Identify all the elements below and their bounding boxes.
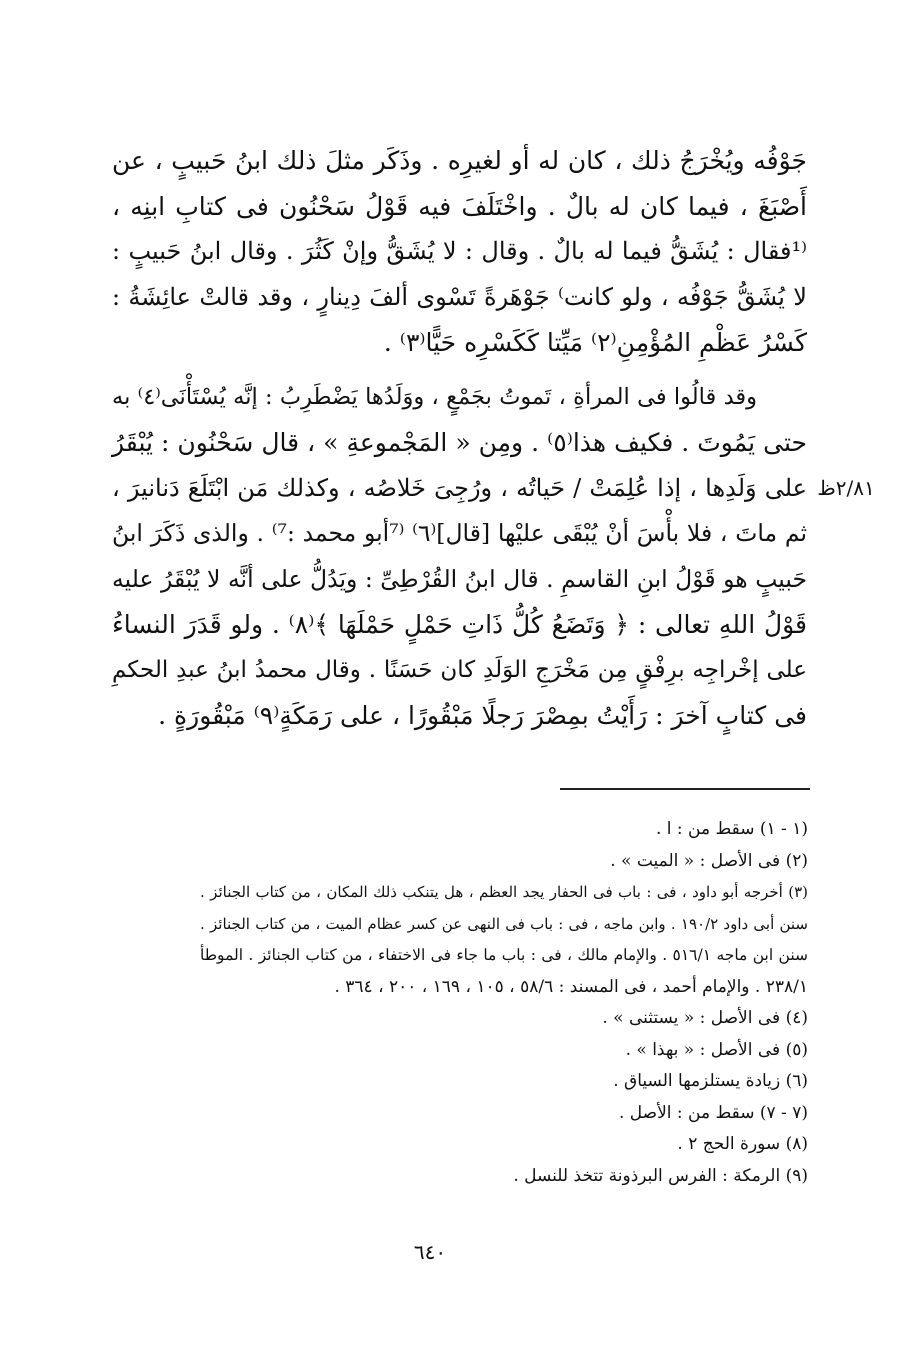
text-line: ثم ماتَ ، فلا بأْسَ أنْ يُبْقَى عليْها [قال]⁽٦⁾ ⁽⁷أبو محمد :⁷⁾ . والذى ذَكَرَ ابنُ [112, 519, 807, 547]
text-line: وقد قالُوا فى المرأةِ ، تَموتُ بجَمْعٍ ، ووَلَدُها يَضْطَرِبُ : إنَّه يُسْتَأْنَى⁽٤⁾ به [112, 383, 757, 410]
footnote: (١ - ١) سقط من : ا . [655, 819, 808, 839]
footnote: (٥) فى الأصل : « بهذا » . [625, 1039, 808, 1060]
footnote: (٨) سورة الحج ٢ . [677, 1134, 808, 1154]
footnote: (٩) الرمكة : الفرس البرذونة تتخذ للنسل . [513, 1165, 808, 1186]
footnote-divider [560, 788, 810, 790]
text-line: كَسْرُ عَظْمِ المُؤْمِنِ⁽٢⁾ مَيِّتا كَكَسْرِه حَيًّا⁽٣⁾ . [383, 328, 807, 357]
text-line: جَوْفُه ويُخْرَجُ ذلك ، كان له أو لغيرِه . وذَكَر مثلَ ذلك ابنُ حَبيبٍ ، عن [112, 146, 807, 175]
text-line: ⁽¹فقال : يُشَقُّ فيما له بالٌ . وقال : لا يُشَقُّ وإنْ كَثُرَ . وقال ابنُ حَبيبٍ : [112, 237, 807, 265]
page-number: ٦٤٠ [413, 1240, 447, 1264]
text-line: على وَلَدِها ، إذا عُلِمَتْ / حَياتُه ، ورُجِىَ خَلاصُه ، وكذلك مَن ابْتَلَعَ دَنانيرَ ، [112, 473, 807, 502]
manuscript-folio-marker: ٢/٨١ظ [817, 476, 875, 500]
text-line: لا يُشَقُّ جَوْفُه ، ولو كانت⁾ جَوْهَرةً تَسْوى ألفَ دِينارٍ ، وقد قالتْ عائِشَةُ : [112, 282, 807, 311]
text-line: قَوْلُ اللهِ تعالى : ﴿ وَتَضَعُ كُلُّ ذَاتِ حَمْلٍ حَمْلَهَا ﴾⁽٨⁾ . ولو قَدَرَ النساءُ [112, 610, 807, 639]
main-text [112, 138, 807, 739]
footnotes [200, 814, 808, 1192]
text-line: أَصْبَغَ ، فيما كان له بالٌ . واخْتَلَفَ فيه قَوْلُ سَحْنُون فى كتابِ ابنِه ، [112, 191, 807, 221]
text-line: على إخْراجِه برِفْقٍ مِن مَخْرَجِ الوَلَدِ كان حَسَنًا . وقال محمدُ ابنُ عبدِ الحكمِ [112, 656, 807, 683]
footnote: (٧ - ٧) سقط من : الأصل . [618, 1102, 808, 1123]
footnote: ٢٣٨/١ . والإمام أحمد ، فى المسند : ٥٨/٦ ، ١٠٥ ، ١٦٩ ، ٢٠٠ ، ٣٦٤ . [334, 976, 808, 997]
paragraph-1 [112, 138, 807, 366]
footnote: (٣) أخرجه أبو داود ، فى : باب فى الحفار يجد العظم ، هل يتنكب ذلك المكان ، من كتاب الجنائز . [200, 883, 808, 901]
footnote: (٦) زيادة يستلزمها السياق . [613, 1071, 808, 1091]
footnote: سنن أبى داود ١٩٠/٢ . وابن ماجه ، فى : باب فى النهى عن كسر عظام الميت ، من كتاب الجنائز . [200, 914, 808, 933]
footnote: (٢) فى الأصل : « الميت » . [610, 850, 808, 871]
text-line: حَبيبٍ هو قَوْلُ ابنِ القاسمِ . قال ابنُ القُرْطِىِّ : ويَدُلُّ على أنَّه لا يُبْقَرُ عليه [112, 564, 807, 593]
text-line: فى كتابٍ آخرَ : رَأَيْتُ بمِصْرَ رَجلًا مَبْقُورًا ، على رَمَكَةٍ⁽٩⁾ مَبْقُورَةٍ . [158, 701, 807, 730]
footnote: (٤) فى الأصل : « يستثنى » . [602, 1008, 808, 1028]
paragraph-2 [112, 375, 807, 739]
text-line: حتى يَمُوتَ . فكيف هذا⁽٥⁾ . ومِن « المَجْموعةِ » ، قال سَحْنُون : يُبْقَرُ [112, 428, 807, 457]
footnote: سنن ابن ماجه ٥١٦/١ . والإمام مالك ، فى : باب ما جاء فى الاختفاء ، من كتاب الجنائز . الموطأ [200, 946, 808, 964]
